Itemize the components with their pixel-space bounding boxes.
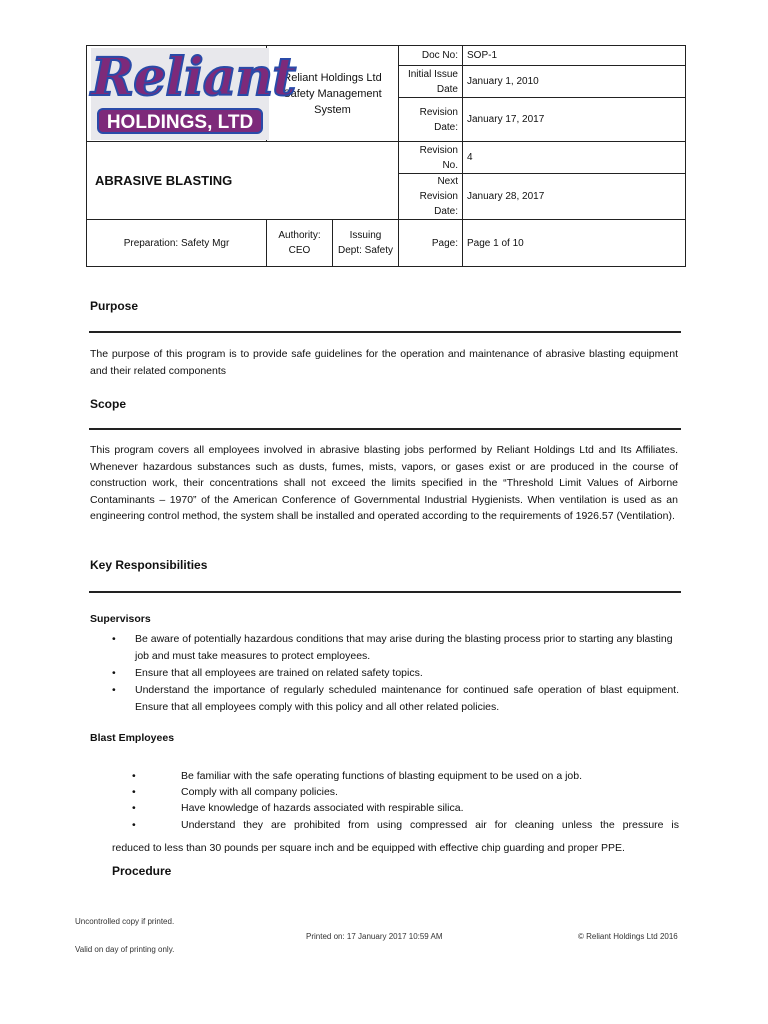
bullet: • — [112, 684, 116, 696]
blast-item-1: Be familiar with the safe operating functions of blasting equipment to be used on a job. — [181, 770, 582, 782]
footer-printed-on: Printed on: 17 January 2017 10:59 AM — [306, 932, 443, 941]
company-logo: Reliant HOLDINGS, LTD — [91, 48, 269, 140]
supervisor-item-2: Ensure that all employees are trained on related safety topics. — [135, 667, 423, 679]
revision-no-value: 4 — [463, 142, 686, 174]
purpose-divider — [89, 331, 681, 333]
footer-valid: Valid on day of printing only. — [75, 945, 175, 954]
supervisor-item-3: Understand the importance of regularly scheduled maintenance for continued safe operation of blast equipment. Ensure that all employees comply with this policy and all other related policies. — [135, 684, 679, 713]
bullet: • — [132, 819, 136, 831]
bullet: • — [132, 786, 136, 798]
purpose-text: The purpose of this program is to provide safe guidelines for the operation and maintenance of abrasive blasting equipment and their related components — [90, 348, 678, 377]
responsibilities-divider — [89, 591, 681, 593]
footer-copyright: © Reliant Holdings Ltd 2016 — [578, 932, 678, 941]
logo-cell — [87, 46, 296, 142]
purpose-heading: Purpose — [90, 299, 139, 313]
bullet: • — [112, 667, 116, 679]
scope-text: This program covers all employees involved in abrasive blasting jobs performed by Reliant Holdings Ltd and Its Affiliates. Whenever hazardous substances such as dusts, fumes, mists, vapors, or gases exist or are produced in the course of construction work, their concentrations shall not exceed the limits specified in the “Threshold Limit Values of Airborne Contaminants – 1970” of the American Conference of Governmental Industrial Hygienists. When ventilation is used as an engineering control method, the system shall be installed and operated according to the requirements of 1926.57 (Ventilation). — [90, 444, 678, 522]
document-header-table — [86, 45, 686, 267]
bullet: • — [132, 770, 136, 782]
supervisor-item-1: Be aware of potentially hazardous conditions that may arise during the blasting process prior to starting any blasting job and must take measures to protect employees. — [135, 633, 673, 662]
next-revision-value: January 28, 2017 — [463, 174, 686, 220]
revision-date-label: Revision Date: — [399, 98, 463, 142]
doc-no-value: SOP-1 — [463, 46, 686, 66]
issue-date-value: January 1, 2010 — [463, 66, 686, 98]
blast-item-2: Comply with all company policies. — [181, 786, 338, 798]
preparation-cell: Preparation: Safety Mgr — [87, 220, 267, 267]
page-label: Page: — [399, 220, 463, 267]
blast-employees-heading: Blast Employees — [90, 732, 175, 744]
company-name: Reliant Holdings Ltd — [283, 71, 382, 84]
issue-date-label: Initial Issue Date — [399, 66, 463, 98]
procedure-heading: Procedure — [112, 864, 172, 878]
bullet: • — [112, 633, 116, 645]
blast-item-4-continuation: reduced to less than 30 pounds per square inch and be equipped with effective chip guarding and proper PPE. — [112, 842, 625, 854]
issuing-dept-cell: Issuing Dept: Safety — [333, 220, 399, 267]
supervisors-heading: Supervisors — [90, 613, 151, 625]
doc-no-label: Doc No: — [399, 46, 463, 66]
next-revision-label: Next Revision Date: — [399, 174, 463, 220]
page-value: Page 1 of 10 — [463, 220, 686, 267]
blast-item-4: Understand they are prohibited from using compressed air for cleaning unless the pressure is — [181, 819, 679, 831]
scope-heading: Scope — [90, 397, 127, 411]
footer-uncontrolled: Uncontrolled copy if printed. — [75, 917, 175, 926]
bullet: • — [132, 802, 136, 814]
responsibilities-heading: Key Responsibilities — [90, 558, 208, 572]
scope-divider — [89, 428, 681, 430]
system-name: Safety Management System — [283, 87, 382, 116]
authority-cell: Authority: CEO — [267, 220, 333, 267]
revision-date-value: January 17, 2017 — [463, 98, 686, 142]
blast-item-3: Have knowledge of hazards associated with respirable silica. — [181, 802, 464, 814]
revision-no-label: Revision No. — [399, 142, 463, 174]
document-title: ABRASIVE BLASTING — [87, 142, 399, 220]
